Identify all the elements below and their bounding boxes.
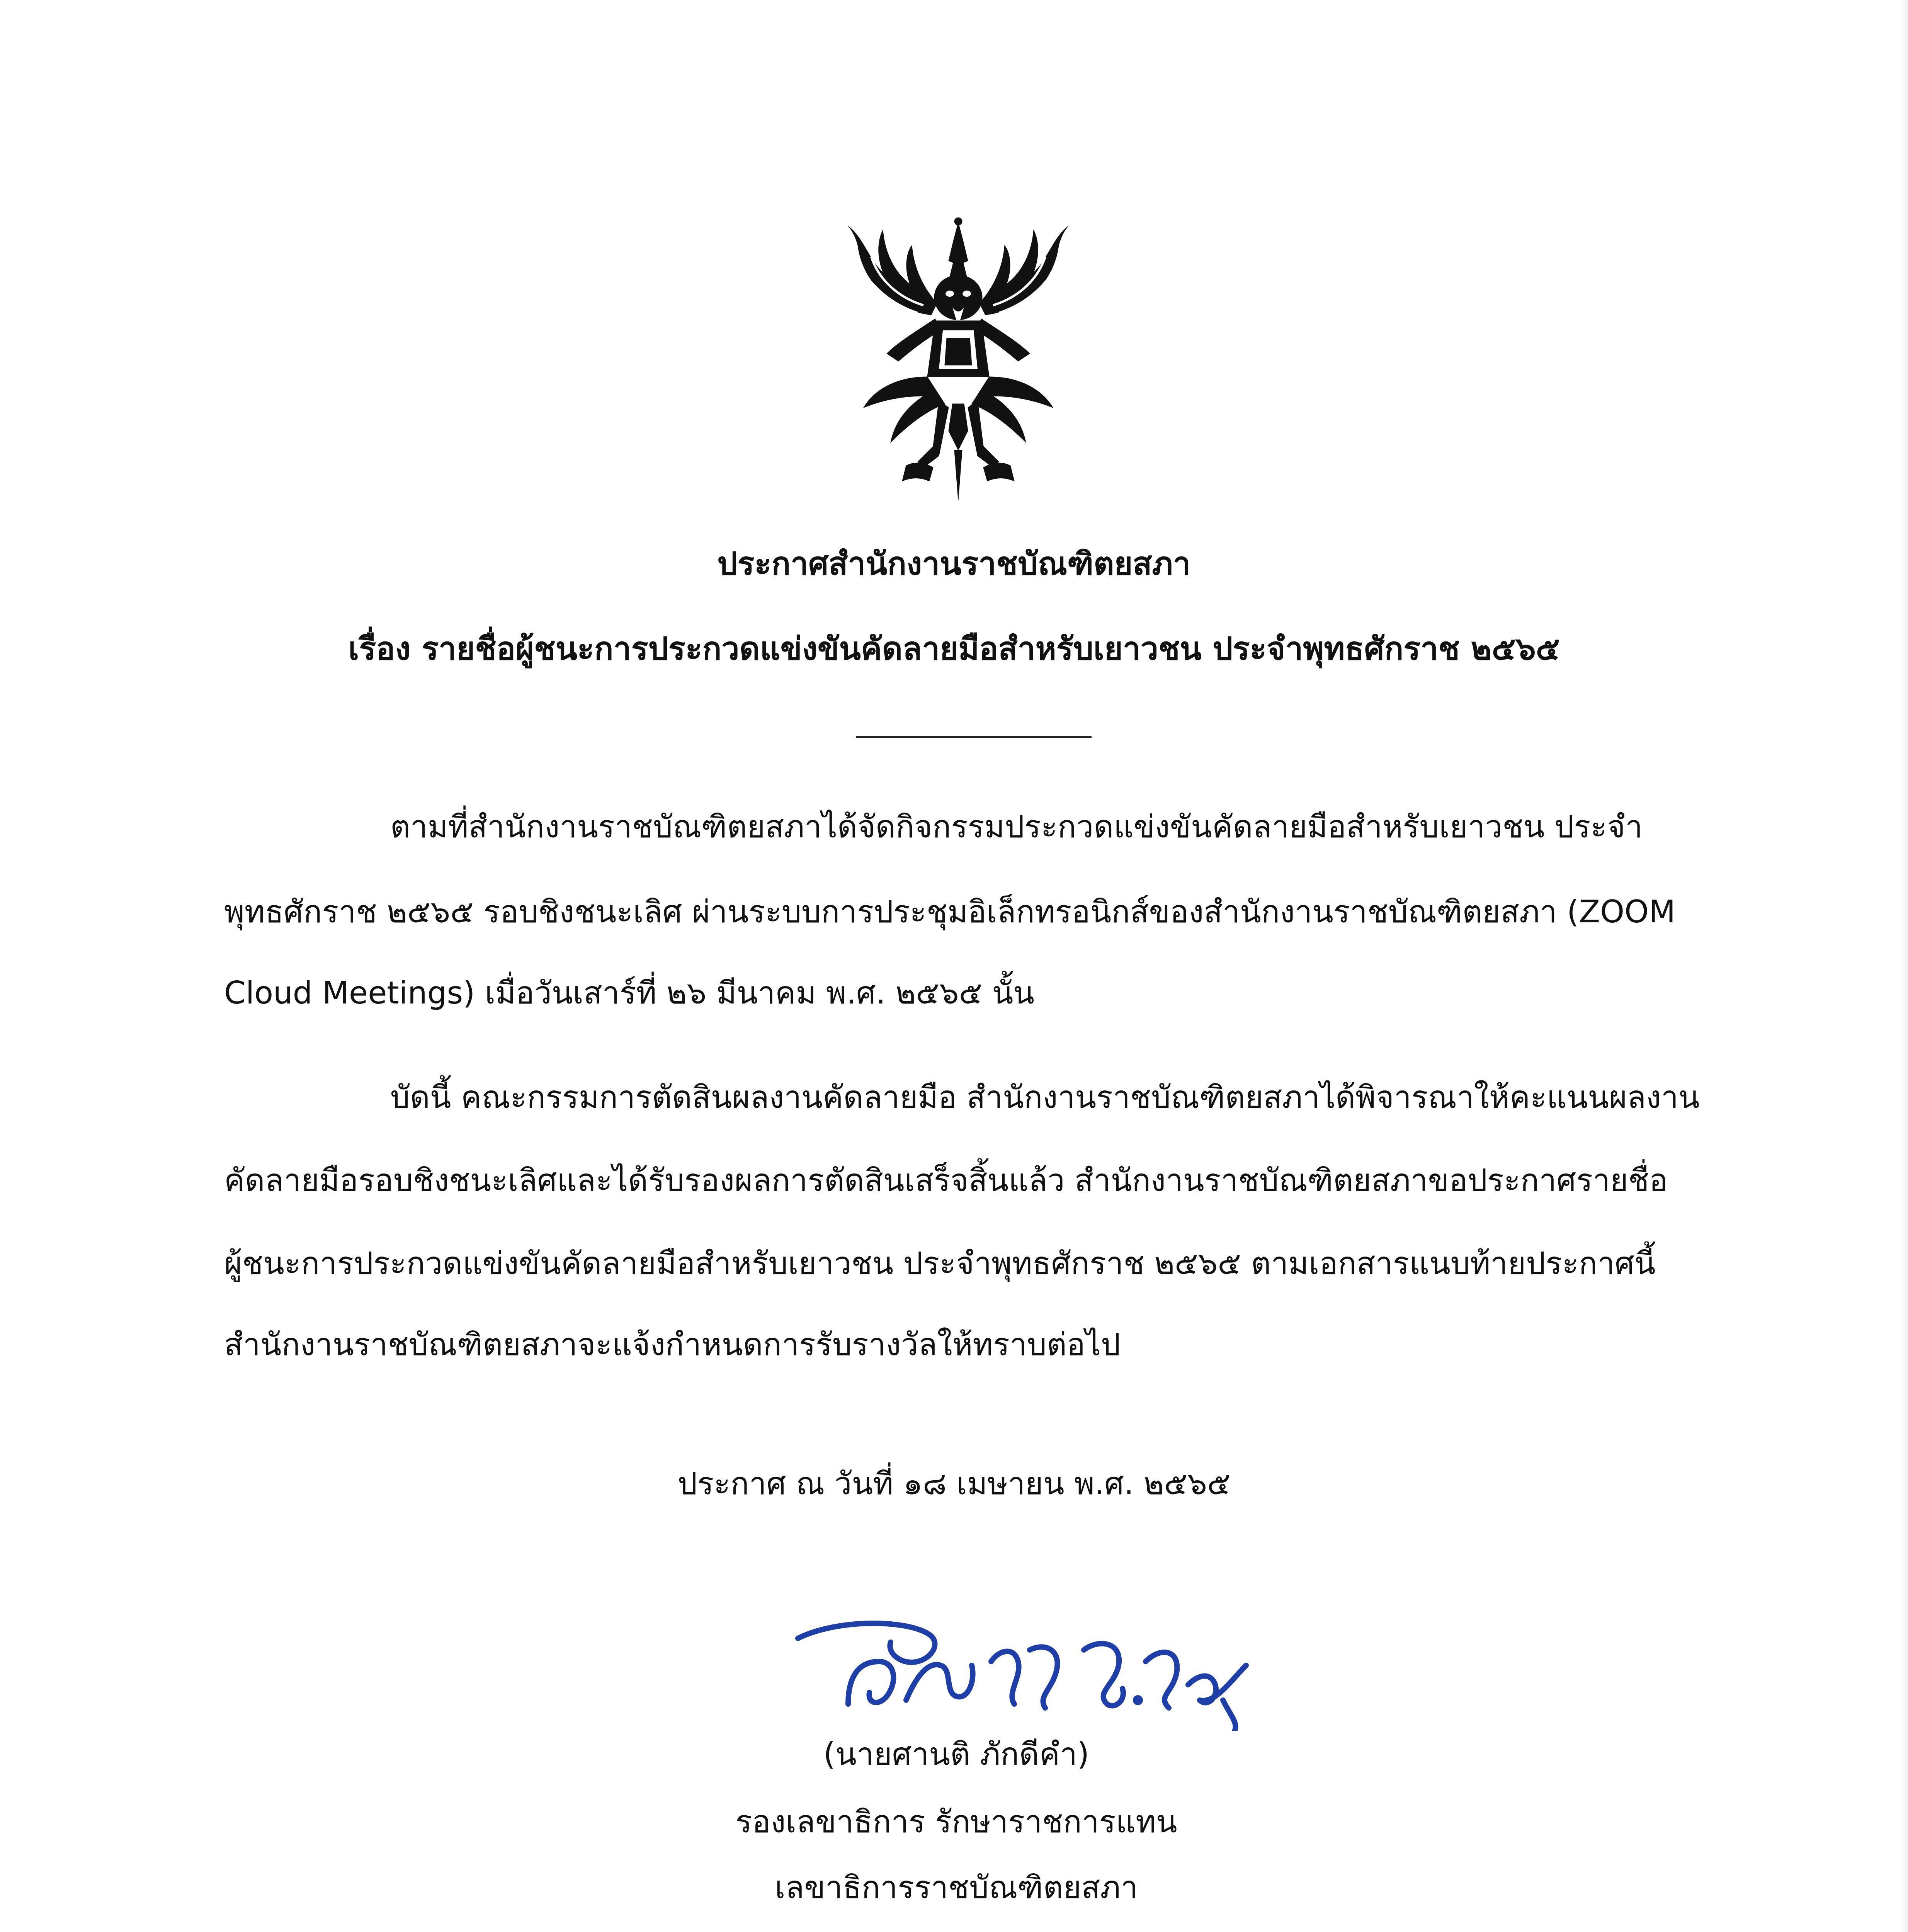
paragraph-1-line-3: Cloud Meetings) เมื่อวันเสาร์ที่ ๒๖ มีนาคม พ.ศ. ๒๕๖๕ นั้น	[224, 975, 1034, 1011]
garuda-emblem-icon	[840, 214, 1076, 504]
scan-edge-shadow	[1899, 0, 1908, 1932]
signatory-name: (นายศานติ ภักดีคำ)	[823, 1736, 1090, 1772]
paragraph-2-line-2: คัดลายมือรอบชิงชนะเลิศและได้รับรองผลการตัดสินเสร็จสิ้นแล้ว สำนักงานราชบัณฑิตยสภาขอประกาศรายชื่อ	[224, 1162, 1668, 1198]
paragraph-2-line-1: บัดนี้ คณะกรรมการตัดสินผลงานคัดลายมือ สำนักงานราชบัณฑิตยสภาได้พิจารณาให้คะแนนผลงาน	[390, 1079, 1700, 1115]
signatory-position-2: เลขาธิการราชบัณฑิตยสภา	[774, 1869, 1138, 1905]
announcement-title: ประกาศสำนักงานราชบัณฑิตยสภา	[717, 546, 1191, 582]
announcement-dateline: ประกาศ ณ วันที่ ๑๘ เมษายน พ.ศ. ๒๕๖๕	[677, 1466, 1231, 1502]
paragraph-1-line-2: พุทธศักราช ๒๕๖๕ รอบชิงชนะเลิศ ผ่านระบบการประชุมอิเล็กทรอนิกส์ของสำนักงานราชบัณฑิตยสภา (ZOOM	[224, 894, 1676, 930]
paragraph-1-line-1: ตามที่สำนักงานราชบัณฑิตยสภาได้จัดกิจกรรมประกวดแข่งขันคัดลายมือสำหรับเยาวชน ประจำ	[390, 809, 1643, 845]
paragraph-2-line-4: สำนักงานราชบัณฑิตยสภาจะแจ้งกำหนดการรับรางวัลให้ทราบต่อไป	[224, 1327, 1121, 1362]
handwritten-signature	[790, 1604, 1265, 1731]
signatory-position-1: รองเลขาธิการ รักษาราชการแทน	[735, 1804, 1177, 1840]
announcement-subject: เรื่อง รายชื่อผู้ชนะการประกวดแข่งขันคัดลายมือสำหรับเยาวชน ประจำพุทธศักราช ๒๕๖๕	[348, 631, 1560, 667]
paragraph-2-line-3: ผู้ชนะการประกวดแข่งขันคัดลายมือสำหรับเยาวชน ประจำพุทธศักราช ๒๕๖๕ ตามเอกสารแนบท้ายประกาศนี้	[224, 1245, 1656, 1281]
title-divider	[856, 736, 1092, 738]
